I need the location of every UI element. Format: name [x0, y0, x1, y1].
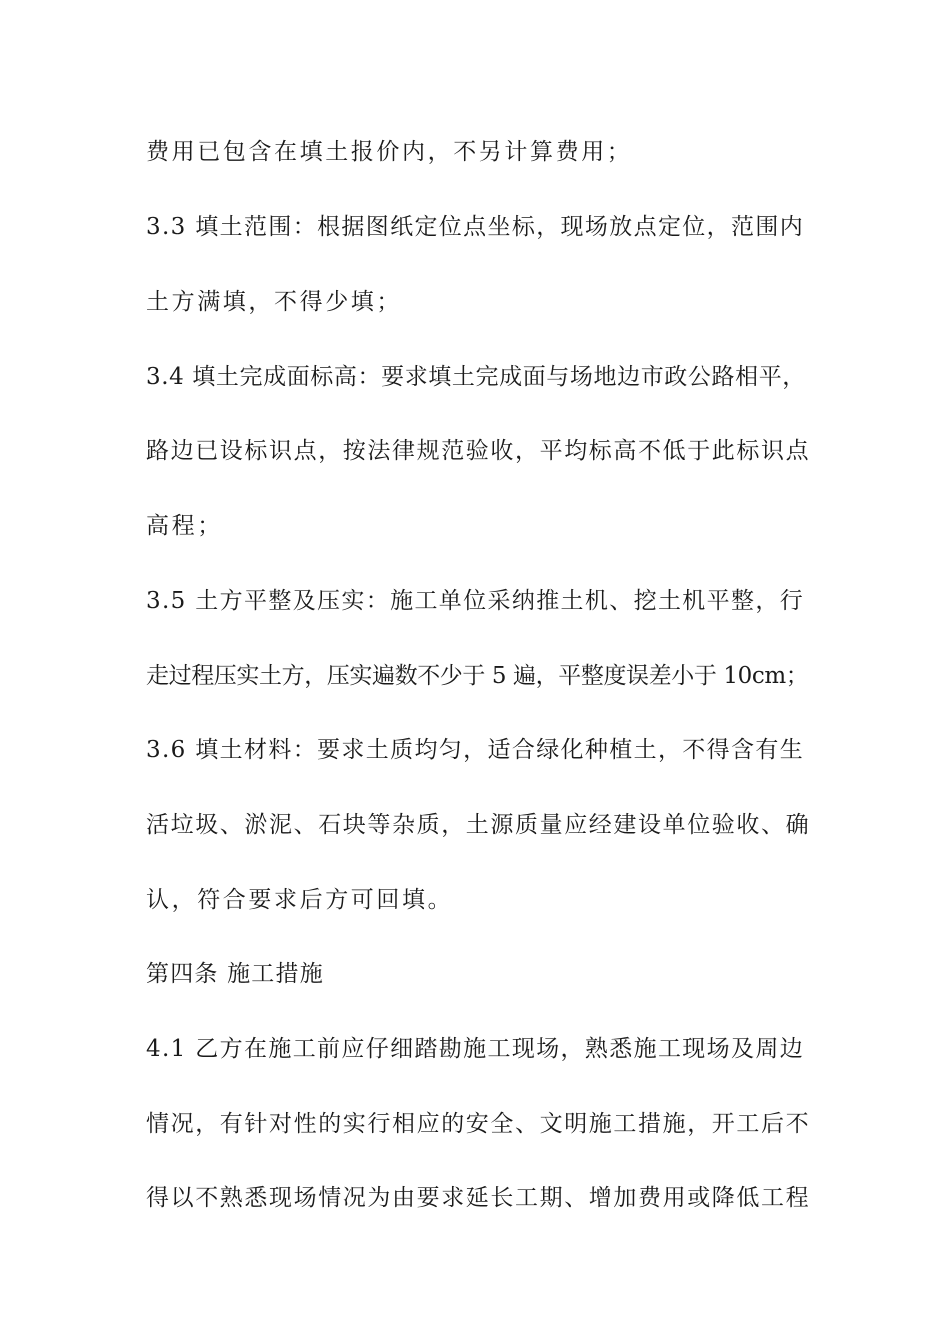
- text-line: 土方满填，不得少填；: [146, 289, 402, 315]
- text-line: 费用已包含在填土报价内，不另计算费用；: [146, 139, 633, 165]
- text-line: 路边已设标识点，按法律规范验收，平均标高不低于此标识点: [146, 438, 811, 464]
- text-line: 高程；: [146, 513, 223, 539]
- text-line: 情况，有针对性的实行相应的安全、文明施工措施，开工后不: [146, 1111, 811, 1137]
- text-line: 得以不熟悉现场情况为由要求延长工期、增加费用或降低工程: [146, 1185, 811, 1211]
- text-line: 认，符合要求后方可回填。: [146, 887, 454, 913]
- section-heading: 第四条 施工措施: [146, 961, 324, 987]
- text-line: 3.5 土方平整及压实：施工单位采纳推土机、挖土机平整，行: [146, 588, 805, 614]
- text-line: 3.3 填土范围：根据图纸定位点坐标，现场放点定位，范围内: [146, 214, 805, 240]
- text-line: 走过程压实土方，压实遍数不少于 5 遍，平整度误差小于 10cm；: [146, 663, 809, 689]
- text-line: 活垃圾、淤泥、石块等杂质，土源质量应经建设单位验收、确: [146, 812, 811, 838]
- text-line: 4.1 乙方在施工前应仔细踏勘施工现场，熟悉施工现场及周边: [146, 1036, 805, 1062]
- text-line: 3.6 填土材料：要求土质均匀，适合绿化种植土，不得含有生: [146, 737, 805, 763]
- text-line: 3.4 填土完成面标高：要求填土完成面与场地边市政公路相平，: [146, 364, 806, 390]
